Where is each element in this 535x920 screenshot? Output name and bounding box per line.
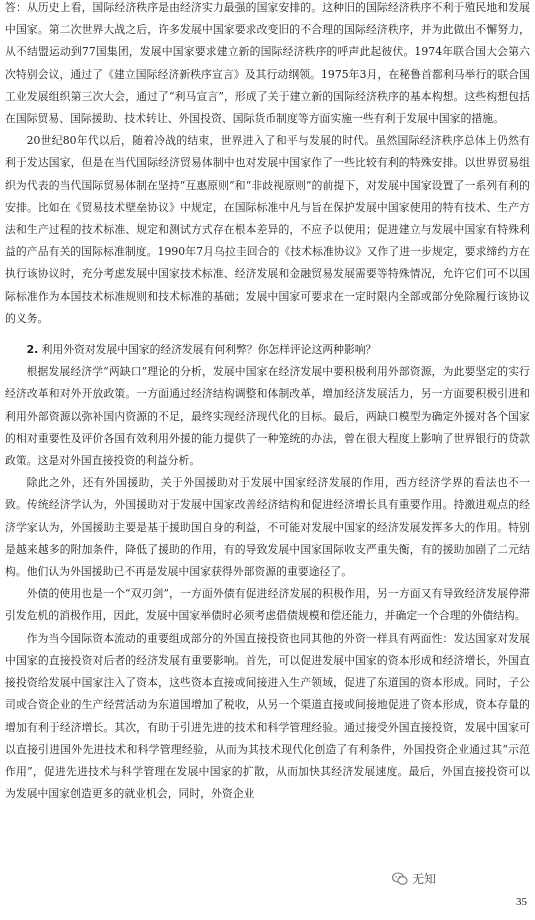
watermark [388,869,440,888]
answer2-paragraph-4: 作为当今国际资本流动的重要组成部分的外国直接投资也同其他的外资一样具有两面性：发达国家对发展中国家的直接投资对后者的经济发展有重要影响。首先，可以促进发展中国家的资本形成和经济增长，外国直接投资给发展中国家注入了资本，这些资本直接或间接进入生产领域，促进了东道国的资本形成。同时，子公司或合资企业的生产经营活动为东道国增加了税收，从另一个渠道直接或间接地促进了资本形成，资本存量的增加有利于经济增长。其次，有助于引进先进的技术和科学管理经验。通过接受外国直接投资，发展中国家可以直接引进国外先进技术和科学管理经验，从而为其技术现代化创造了有利条件，外国投资企业通过其“示范作用”，促进先进技术与科学管理在发展中国家的扩散，从而加快其经济发展速度。最后，外国直接投资可以为发展中国家创造更多的就业机会，同时，外资企业 [5,631,530,801]
watermark-text: 无知 [412,872,437,886]
question-number: 2. [26,343,39,357]
answer2-paragraph-1: 根据发展经济学“两缺口”理论的分析，发展中国家在经济发展中要积极利用外部资源，为此要坚定的实行经济改革和对外开放政策。一方面通过经济结构调整和体制改革，增加经济发展活力，另一方面要积极引进和利用外部资源以弥补国内资源的不足，最终实现经济现代化的目标。最后，两缺口模型为确定外援对各个国家的相对重要性及评价各国有效利用外援的能力提供了一种笼统的办法，曾在很大程度上影响了世界银行的贷款政策。这是对外国直接投资的利益分析。 [5,365,530,468]
answer-paragraph-2: 20世纪80年代以后，随着冷战的结束，世界进入了和平与发展的时代。虽然国际经济秩序总体上仍然有利于发达国家，但是在当代国际经济贸易体制中也对发展中国家作了一些比较有利的特殊安排。以世界贸易组织为代表的当代国际贸易体制在坚持“互惠原则”和“非歧视原则”的前提下，对发展中国家设置了一系列有利的安排。比如在《贸易技术壁垒协议》中规定，在国际标准中凡与旨在保护发展中国家使用的特有技术、生产方法和生产过程的技术标准、规定和测试方式存在根本差异的，不应予以使用；促进建立与发展中国家有特殊利益的产品有关的国际标准制度。1990年7月乌拉圭回合的《技术标准协议》又作了进一步规定，要求缔约方在执行该协议时，充分考虑发展中国家技术标准、经济发展和金融贸易发展需要等特殊情况，允许它们可不以国际标准作为本国技术标准规则和技术标准的基础；发展中国家可要求在一定时限内全部或部分免除履行该协议的义务。 [5,134,530,325]
page-number: 35 [516,896,527,908]
answer2-paragraph-3: 外债的使用也是一个“双刃剑”，一方面外债有促进经济发展的积极作用，另一方面又有导致经济发展停滞引发危机的消极作用，因此，发展中国家举债时必须考虑借债规模和偿还能力，并确定一个合理的外债结构。 [5,587,530,623]
question-2 [5,339,530,361]
answer2-paragraph-2: 除此之外，还有外国援助，关于外国援助对于发展中国家经济发展的作用，西方经济学界的看法也不一致。传统经济学认为，外国援助对于发展中国家改善经济结构和促进经济增长具有重要作用。持激进观点的经济学家认为，外国援助主要是基于援助国自身的利益，不可能对发展中国家的经济发展发挥多大的作用。特别是越来越多的附加条件，降低了援助的作用，有的导致发展中国家国际收支严重失衡，有的援助加剧了二元结构。他们认为外国援助已不再是发展中国家获得外部资源的重要途径了。 [5,476,530,579]
question-text: 利用外资对发展中国家的经济发展有何利弊？你怎样评论这两种影响？ [41,343,377,357]
answer-paragraph-1: 答：从历史上看，国际经济秩序是由经济实力最强的国家安排的。这种旧的国际经济秩序不利于殖民地和发展中国家。第二次世界大战之后，许多发展中国家要求改变旧的不合理的国际经济秩序，并为此做出不懈努力，从不结盟运动到77国集团，发展中国家要求建立新的国际经济秩序的呼声此起彼伏。1974年联合国大会第六次特别会议，通过了《建立国际经济新秩序宣言》及其行动纲领。1975年3月，在秘鲁首都利马举行的联合国工业发展组织第三次大会，通过了“利马宣言”，形成了关于建立新的国际经济秩序的基本构想。这些构想包括在国际贸易、国际援助、技术转让、外国投资、国际货币制度等方面实施一些有利于发展中国家的措施。 [5,1,530,126]
wechat-icon [392,872,408,886]
